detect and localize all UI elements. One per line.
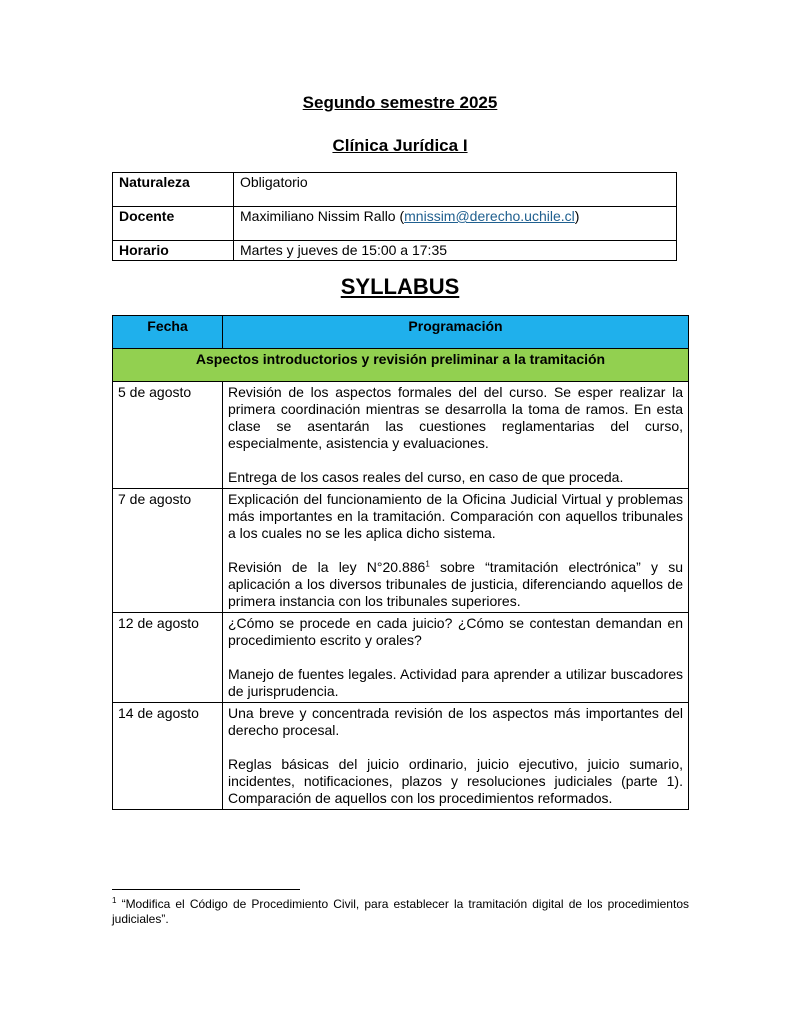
docente-name: Maximiliano Nissim Rallo ( [240, 208, 405, 224]
row-paragraph: Revisión de los aspectos formales del del curso. Se esper realizar la primera coordinación mientras se desarrolla la toma de ramos. En esta clase se asentarán las cuestiones reglamentarias del curso, especialmente, asistencia y evaluaciones. [228, 384, 683, 451]
row-date: 12 de agosto [113, 613, 223, 703]
syllabus-table [112, 315, 689, 810]
naturaleza-value: Obligatorio [234, 173, 677, 207]
table-row [113, 382, 689, 489]
law-text: Revisión de la ley N°20.886 [228, 559, 426, 575]
docente-email-link[interactable]: mnissim@derecho.uchile.cl [404, 208, 575, 224]
docente-close-paren: ) [574, 208, 580, 224]
row-paragraph: Una breve y concentrada revisión de los aspectos más importantes del derecho procesal. [228, 705, 683, 738]
row-paragraph [228, 559, 683, 610]
semester-heading: Segundo semestre 2025 [302, 93, 498, 112]
table-row [113, 489, 689, 613]
table-row [113, 703, 689, 810]
row-content [223, 489, 689, 613]
row-paragraph: Entrega de los casos reales del curso, en caso de que proceda. [228, 469, 624, 485]
horario-value: Martes y jueves de 15:00 a 17:35 [234, 241, 677, 261]
docente-value [234, 207, 677, 241]
horario-label: Horario [113, 241, 234, 261]
section-row [113, 349, 689, 382]
naturaleza-label: Naturaleza [113, 173, 234, 207]
row-paragraph: Explicación del funcionamiento de la Oficina Judicial Virtual y problemas más importantes en la tramitación. Comparación con aquellos tribunales a los cuales no se les aplica dicho sistema. [228, 491, 683, 541]
row-paragraph: Manejo de fuentes legales. Actividad para aprender a utilizar buscadores de jurisprudencia. [228, 666, 683, 699]
info-row-horario [113, 241, 677, 261]
table-row [113, 613, 689, 703]
syllabus-header-row [113, 316, 689, 349]
footnote [112, 897, 689, 927]
row-content [223, 382, 689, 489]
section-title: Aspectos introductorios y revisión preliminar a la tramitación [113, 349, 689, 382]
footnote-reference[interactable]: 1 [425, 559, 430, 569]
footnote-mark: 1 [112, 896, 117, 905]
course-info-table [112, 172, 677, 261]
docente-label: Docente [113, 207, 234, 241]
info-row-docente [113, 207, 677, 241]
row-date: 5 de agosto [113, 382, 223, 489]
info-row-naturaleza [113, 173, 677, 207]
footnote-separator [112, 889, 300, 890]
row-date: 7 de agosto [113, 489, 223, 613]
syllabus-heading: SYLLABUS [340, 274, 460, 299]
col-header-fecha: Fecha [113, 316, 223, 349]
footnote-text: “Modifica el Código de Procedimiento Civil, para establecer la tramitación digital de los procedimientos judiciales”. [112, 897, 689, 926]
row-content [223, 703, 689, 810]
law-text-rest: sobre “tramitación electrónica” y su aplicación a los diversos tribunales de justicia, diferenciando aquellos de primera instancia con los tribunales superiores. [228, 559, 683, 609]
col-header-programacion: Programación [223, 316, 689, 349]
row-paragraph: ¿Cómo se procede en cada juicio? ¿Cómo se contestan demandan en procedimiento escrito y orales? [228, 615, 683, 648]
course-title: Clínica Jurídica I [332, 136, 468, 155]
row-date: 14 de agosto [113, 703, 223, 810]
row-paragraph: Reglas básicas del juicio ordinario, juicio ejecutivo, juicio sumario, incidentes, notificaciones, plazos y resoluciones judiciales (parte 1). Comparación de aquellos con los procedimientos reformados. [228, 756, 683, 806]
row-content [223, 613, 689, 703]
